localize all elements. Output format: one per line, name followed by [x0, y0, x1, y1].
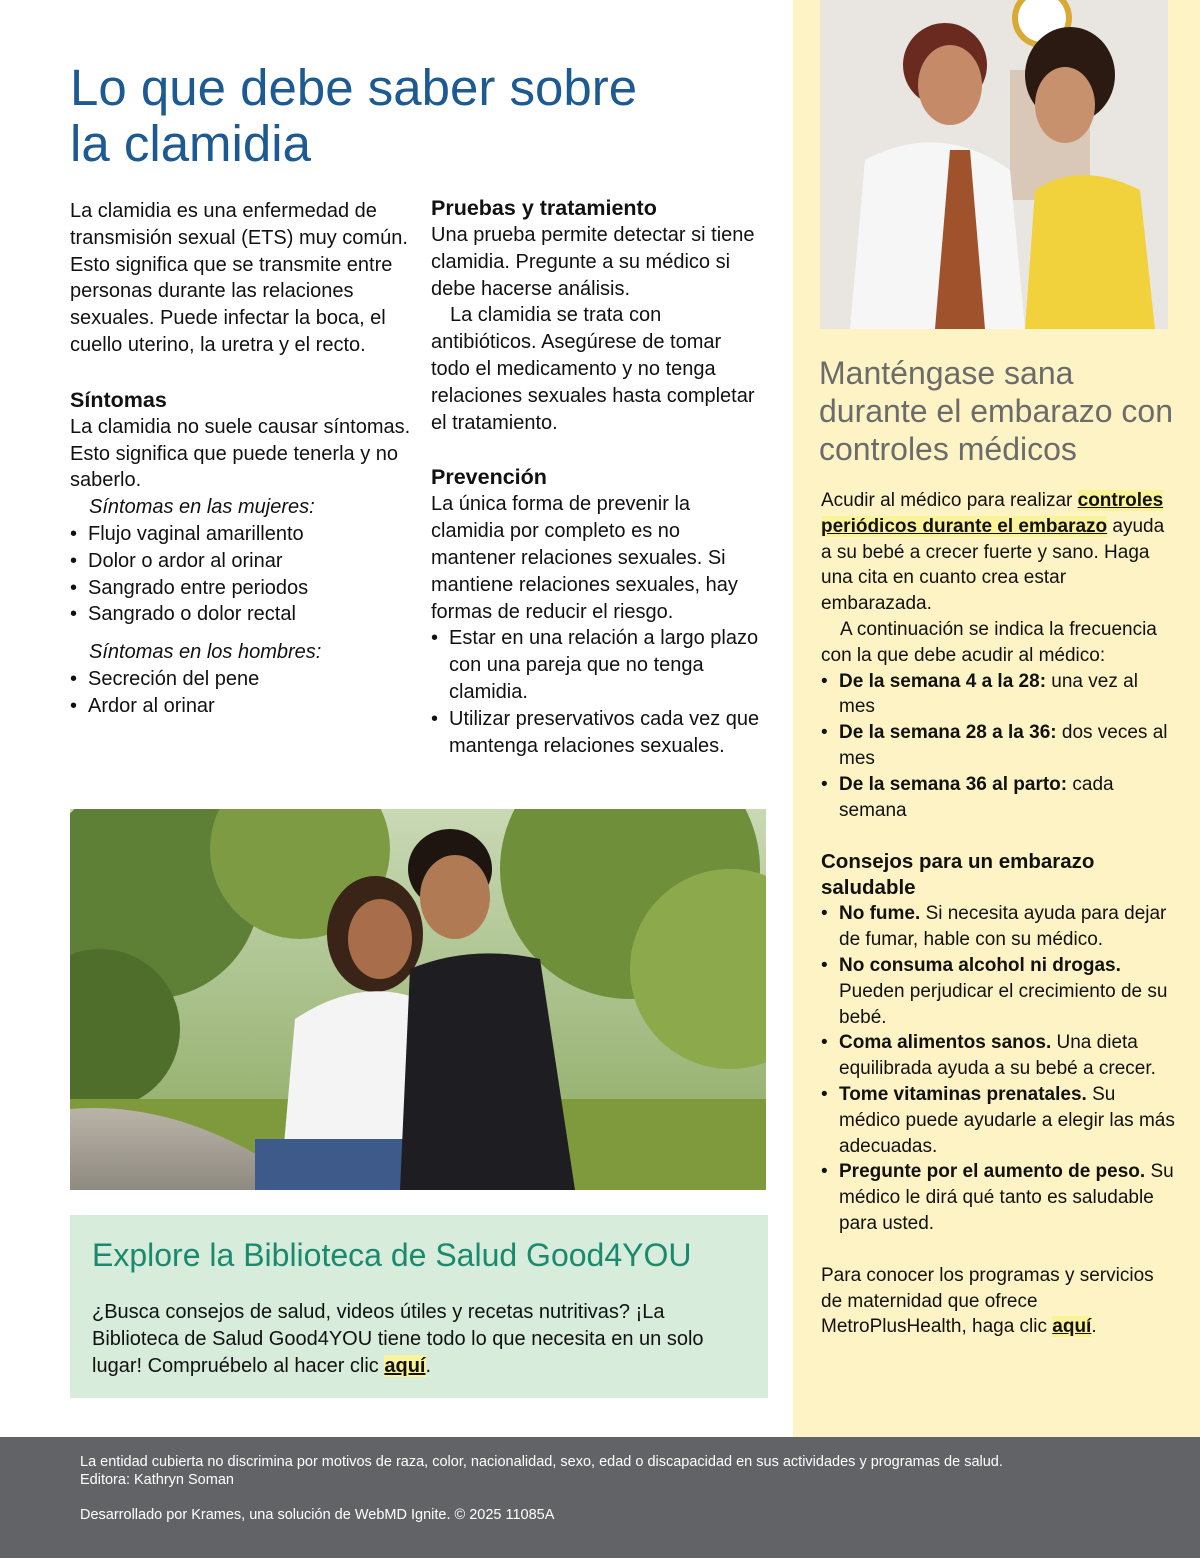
- list-item: • Secreción del pene: [70, 666, 415, 693]
- closing-paragraph: [821, 1263, 1176, 1340]
- tip-text: Su médico le dirá qué tanto es saludable para usted.: [839, 1161, 1174, 1234]
- schedule-value: cada semana: [839, 773, 1114, 821]
- symptoms-heading: Síntomas: [70, 387, 167, 412]
- nondiscrimination-notice: La entidad cubierta no discrimina por motivos de raza, color, nacionalidad, sexo, edad o discapacidad en sus actividades y programas de salud.: [80, 1454, 1003, 1470]
- schedule-value: una vez al mes: [839, 670, 1138, 718]
- tip-text: Pueden perjudicar el crecimiento de su bebé.: [839, 980, 1168, 1028]
- title-line-2: la clamidia: [70, 115, 311, 172]
- tests-paragraph-2: La clamidia se trata con antibióticos. Asegúrese de tomar todo el medicamento y no tenga relaciones sexuales hasta completar el tratamiento.: [431, 304, 755, 434]
- list-item: [821, 1030, 1176, 1082]
- tip-label: No fume.: [839, 903, 921, 925]
- women-symptoms-label: Síntomas en las mujeres:: [89, 496, 315, 519]
- explore-period: .: [425, 1354, 432, 1377]
- maternity-programs-link[interactable]: aquí: [1052, 1316, 1092, 1338]
- list-item: [821, 772, 1176, 824]
- sidebar-p1-end: ayuda a su bebé a crecer fuerte y sano. Haga una cita en cuanto crea estar embarazada.: [821, 515, 1165, 615]
- editor-credit: Editora: Kathryn Soman: [80, 1472, 234, 1488]
- tests-heading: Pruebas y tratamiento: [431, 196, 657, 220]
- prevention-list: [431, 625, 761, 759]
- column-1: [70, 198, 415, 720]
- men-symptoms-label: Síntomas en los hombres:: [89, 641, 322, 664]
- tip-label: Pregunte por el aumento de peso.: [839, 1161, 1146, 1183]
- list-item: • Utilizar preservativos cada vez que mantenga relaciones sexuales.: [431, 706, 761, 760]
- tips-list: [821, 901, 1176, 1236]
- list-item: [821, 1159, 1176, 1236]
- list-item: • Sangrado o dolor rectal: [70, 601, 415, 628]
- tip-text: Su médico puede ayudarle a elegir las más adecuadas.: [839, 1083, 1175, 1157]
- prevention-paragraph: La única forma de prevenir la clamidia por completo es no mantener relaciones sexuales. Si mantiene relaciones sexuales, hay formas de reducir el riesgo.: [431, 493, 738, 623]
- closing-text: Para conocer los programas y servicios de maternidad que ofrece MetroPlusHealth, haga clic: [821, 1264, 1154, 1338]
- doctor-photo: [820, 0, 1168, 329]
- tip-label: Coma alimentos sanos.: [839, 1032, 1052, 1054]
- sidebar-paragraph-1: [821, 488, 1176, 617]
- footer: [0, 1437, 1200, 1558]
- list-item: [821, 901, 1176, 953]
- intro-paragraph: La clamidia es una enfermedad de transmisión sexual (ETS) muy común. Esto significa que se transmite entre personas durante las relaciones sexuales. Puede infectar la boca, el cuello uterino, la uretra y el recto.: [70, 200, 408, 356]
- list-item: • Dolor o ardor al orinar: [70, 548, 415, 575]
- page-title: [70, 60, 770, 172]
- list-item: [821, 720, 1176, 772]
- sidebar-paragraph-2: A continuación se indica la frecuencia con la que debe acudir al médico:: [821, 618, 1157, 666]
- explore-body: ¿Busca consejos de salud, videos útiles y recetas nutritivas? ¡La Biblioteca de Salud Good4YOU tiene todo lo que necesita en un solo lugar! Compruébelo al hacer clic: [92, 1301, 704, 1377]
- list-item: [821, 953, 1176, 1030]
- tips-heading: Consejos para un embarazo saludable: [821, 850, 1095, 900]
- explore-library-box: [70, 1215, 768, 1398]
- list-item: • Sangrado entre periodos: [70, 575, 415, 602]
- list-item: • Ardor al orinar: [70, 693, 415, 720]
- list-item: • Flujo vaginal amarillento: [70, 521, 415, 548]
- tests-paragraph-1: Una prueba permite detectar si tiene clamidia. Pregunte a su médico si debe hacerse análisis.: [431, 224, 755, 300]
- sidebar-p1-start: Acudir al médico para realizar: [821, 490, 1073, 511]
- list-item: • Estar en una relación a largo plazo con una pareja que no tenga clamidia.: [431, 625, 761, 705]
- tip-label: No consuma alcohol ni drogas.: [839, 954, 1121, 976]
- schedule-label: De la semana 28 a la 36:: [839, 722, 1057, 744]
- couple-photo: [70, 809, 766, 1190]
- tip-label: Tome vitaminas prenatales.: [839, 1083, 1087, 1105]
- symptoms-intro: La clamidia no suele causar síntomas. Esto significa que puede tenerla y no saberlo.: [70, 415, 411, 492]
- schedule-label: De la semana 36 al parto:: [839, 773, 1068, 795]
- schedule-value: dos veces al mes: [839, 722, 1168, 769]
- explore-link[interactable]: aquí: [384, 1354, 426, 1377]
- men-symptoms-list: [70, 666, 415, 720]
- column-2: [431, 194, 761, 759]
- explore-heading: Explore la Biblioteca de Salud Good4YOU: [92, 1237, 692, 1273]
- tip-text: Si necesita ayuda para dejar de fumar, hable con su médico.: [839, 903, 1167, 951]
- women-symptoms-list: [70, 521, 415, 628]
- list-item: [821, 1082, 1176, 1159]
- title-line-1: Lo que debe saber sobre: [70, 59, 638, 116]
- explore-text: [92, 1299, 732, 1379]
- list-item: [821, 669, 1176, 721]
- prevention-heading: Prevención: [431, 465, 547, 490]
- prenatal-checkups-link[interactable]: controles periódicos durante el embarazo: [821, 490, 1164, 537]
- sidebar-heading: Manténgase sana durante el embarazo con controles médicos: [819, 355, 1173, 467]
- tip-text: Una dieta equilibrada ayuda a su bebé a crecer.: [839, 1032, 1156, 1080]
- copyright-line: Desarrollado por Krames, una solución de WebMD Ignite. © 2025 11085A: [80, 1507, 555, 1523]
- visit-schedule-list: [821, 669, 1176, 824]
- sidebar-content: [821, 488, 1176, 1340]
- schedule-label: De la semana 4 a la 28:: [839, 670, 1047, 692]
- closing-period: .: [1091, 1316, 1097, 1338]
